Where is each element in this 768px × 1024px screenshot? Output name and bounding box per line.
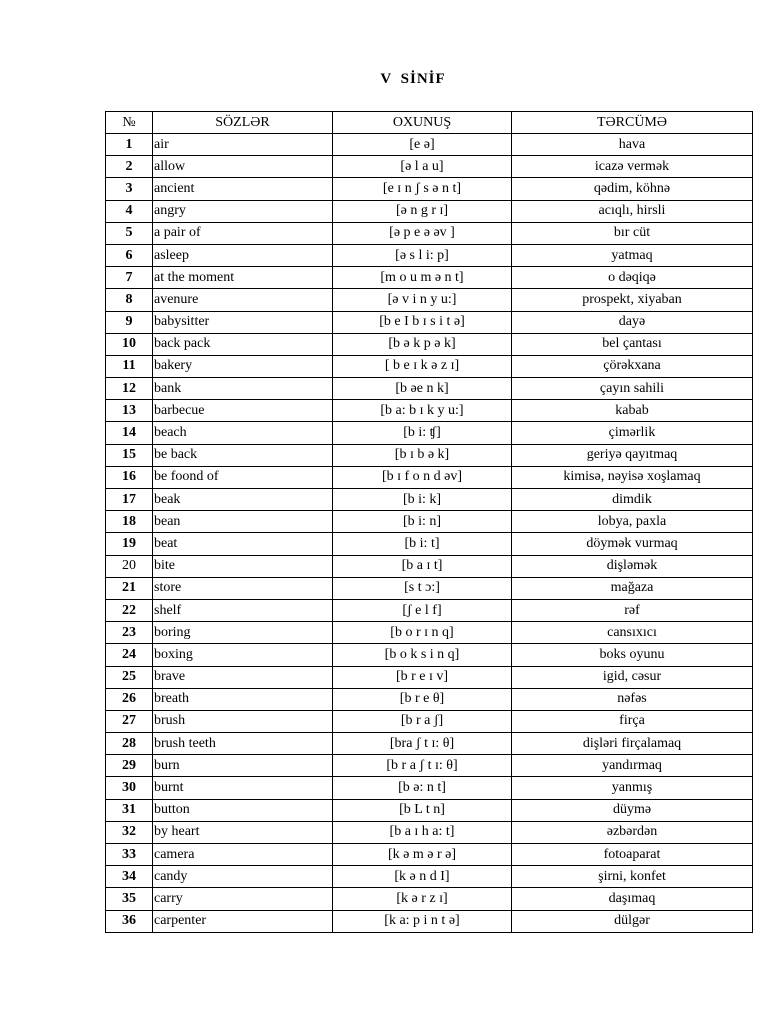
row-pronunciation: [k ə n d I] [333,866,512,888]
row-word: bank [153,378,333,400]
row-translation: bır cüt [512,222,753,244]
row-pronunciation: [b i: k] [333,489,512,511]
table-row [106,333,753,355]
row-word: at the moment [153,267,333,289]
table-row [106,400,753,422]
row-pronunciation: [b i: ʧ] [333,422,512,444]
row-pronunciation: [bra ʃ t ɪ: θ] [333,733,512,755]
table-row [106,422,753,444]
table-row [106,156,753,178]
row-word: burn [153,755,333,777]
row-number: 22 [106,599,153,621]
row-translation: çayın sahili [512,378,753,400]
row-translation: prospekt, xiyaban [512,289,753,311]
row-pronunciation: [b ə k p ə k] [333,333,512,355]
table-row [106,710,753,732]
row-word: burnt [153,777,333,799]
row-number: 29 [106,755,153,777]
row-number: 1 [106,134,153,156]
row-number: 25 [106,666,153,688]
row-translation: o dəqiqə [512,267,753,289]
row-pronunciation: [ b e ɪ k ə z ɪ] [333,355,512,377]
row-word: brush teeth [153,733,333,755]
row-number: 34 [106,866,153,888]
row-pronunciation: [b r a ʃ t ɪ: θ] [333,755,512,777]
table-row [106,644,753,666]
row-translation: şirni, konfet [512,866,753,888]
table-row [106,289,753,311]
row-number: 19 [106,533,153,555]
table-row [106,134,753,156]
row-number: 17 [106,489,153,511]
row-word: a pair of [153,222,333,244]
row-word: brave [153,666,333,688]
row-word: beat [153,533,333,555]
table-row [106,599,753,621]
row-translation: daşımaq [512,888,753,910]
row-number: 6 [106,244,153,266]
table-row [106,555,753,577]
header-translation: TƏRCÜMƏ [512,112,753,134]
row-pronunciation: [b r e θ] [333,688,512,710]
row-translation: cansıxıcı [512,622,753,644]
row-pronunciation: [b ɪ b ə k] [333,444,512,466]
row-translation: kabab [512,400,753,422]
row-pronunciation: [b i: t] [333,533,512,555]
row-number: 23 [106,622,153,644]
row-pronunciation: [b e I b ɪ s i t ə] [333,311,512,333]
row-word: air [153,134,333,156]
table-row [106,577,753,599]
row-translation: döymək vurmaq [512,533,753,555]
row-word: babysitter [153,311,333,333]
row-number: 16 [106,466,153,488]
row-number: 18 [106,511,153,533]
row-pronunciation: [k ə m ə r ə] [333,844,512,866]
row-word: boxing [153,644,333,666]
row-translation: igid, cəsur [512,666,753,688]
row-number: 21 [106,577,153,599]
row-pronunciation: [s t ɔ:] [333,577,512,599]
row-word: ancient [153,178,333,200]
table-body [106,134,753,933]
table-row [106,733,753,755]
row-pronunciation: [e ɪ n ʃ s ə n t] [333,178,512,200]
row-word: beak [153,489,333,511]
row-pronunciation: [b ə: n t] [333,777,512,799]
row-pronunciation: [ə p e ə əv ] [333,222,512,244]
table-row [106,688,753,710]
row-translation: dülgər [512,910,753,932]
row-pronunciation: [b L t n] [333,799,512,821]
row-pronunciation: [b o k s i n q] [333,644,512,666]
row-word: be back [153,444,333,466]
row-word: bite [153,555,333,577]
row-word: barbecue [153,400,333,422]
table-row [106,489,753,511]
row-pronunciation: [k ə r z ɪ] [333,888,512,910]
row-pronunciation: [b ɪ f o n d əv] [333,466,512,488]
row-word: boring [153,622,333,644]
table-row [106,178,753,200]
row-translation: yandırmaq [512,755,753,777]
row-word: asleep [153,244,333,266]
table-row [106,755,753,777]
row-translation: yanmış [512,777,753,799]
row-translation: icazə vermək [512,156,753,178]
row-number: 3 [106,178,153,200]
row-pronunciation: [e ə] [333,134,512,156]
row-translation: acıqlı, hirsli [512,200,753,222]
row-pronunciation: [b r a ʃ] [333,710,512,732]
row-translation: çimərlik [512,422,753,444]
row-word: button [153,799,333,821]
row-word: store [153,577,333,599]
page-title: V SİNİF [380,71,446,87]
row-translation: bel çantası [512,333,753,355]
row-translation: rəf [512,599,753,621]
row-pronunciation: [b a ɪ h a: t] [333,821,512,843]
row-translation: nəfəs [512,688,753,710]
table-row [106,844,753,866]
table-row [106,311,753,333]
table-row [106,222,753,244]
row-pronunciation: [ə s l i: p] [333,244,512,266]
row-translation: boks oyunu [512,644,753,666]
row-translation: fotoaparat [512,844,753,866]
row-word: angry [153,200,333,222]
row-word: candy [153,866,333,888]
row-translation: dayə [512,311,753,333]
row-word: back pack [153,333,333,355]
table-row [106,888,753,910]
row-translation: yatmaq [512,244,753,266]
row-word: by heart [153,821,333,843]
row-pronunciation: [k a: p i n t ə] [333,910,512,932]
table-row [106,533,753,555]
table-row [106,777,753,799]
row-number: 33 [106,844,153,866]
table-row [106,200,753,222]
table-row [106,511,753,533]
vocabulary-table [105,111,753,933]
row-translation: firça [512,710,753,732]
row-number: 2 [106,156,153,178]
row-pronunciation: [ʃ e l f] [333,599,512,621]
row-pronunciation: [ə v i n y u:] [333,289,512,311]
row-number: 36 [106,910,153,932]
row-pronunciation: [b r e ɪ v] [333,666,512,688]
row-word: bean [153,511,333,533]
row-number: 35 [106,888,153,910]
row-word: shelf [153,599,333,621]
row-number: 8 [106,289,153,311]
row-number: 30 [106,777,153,799]
row-word: brush [153,710,333,732]
table-row [106,466,753,488]
row-translation: lobya, paxla [512,511,753,533]
table-row [106,444,753,466]
row-number: 12 [106,378,153,400]
row-number: 24 [106,644,153,666]
row-pronunciation: [ə l a u] [333,156,512,178]
row-translation: çörəkxana [512,355,753,377]
row-word: carpenter [153,910,333,932]
table-row [106,799,753,821]
header-number: № [106,112,153,134]
table-header-row [106,112,753,134]
row-translation: dimdik [512,489,753,511]
row-translation: əzbərdən [512,821,753,843]
table-row [106,355,753,377]
row-number: 26 [106,688,153,710]
row-pronunciation: [b əe n k] [333,378,512,400]
row-word: bakery [153,355,333,377]
header-words: SÖZLƏR [153,112,333,134]
row-number: 32 [106,821,153,843]
row-translation: dişləri firçalamaq [512,733,753,755]
row-pronunciation: [b a: b ɪ k y u:] [333,400,512,422]
row-word: carry [153,888,333,910]
row-translation: qədim, köhnə [512,178,753,200]
table-row [106,866,753,888]
row-number: 13 [106,400,153,422]
row-number: 20 [106,555,153,577]
table-row [106,666,753,688]
table-row [106,821,753,843]
table-row [106,378,753,400]
row-word: camera [153,844,333,866]
row-number: 28 [106,733,153,755]
table-row [106,910,753,932]
row-number: 4 [106,200,153,222]
row-number: 27 [106,710,153,732]
row-pronunciation: [b a ɪ t] [333,555,512,577]
row-word: beach [153,422,333,444]
row-word: allow [153,156,333,178]
row-word: breath [153,688,333,710]
row-word: avenure [153,289,333,311]
row-number: 31 [106,799,153,821]
row-number: 15 [106,444,153,466]
row-pronunciation: [ə n g r ɪ] [333,200,512,222]
row-number: 5 [106,222,153,244]
table-row [106,244,753,266]
header-pronunciation: OXUNUŞ [333,112,512,134]
row-number: 9 [106,311,153,333]
row-translation: düymə [512,799,753,821]
row-translation: dişləmək [512,555,753,577]
row-translation: geriyə qayıtmaq [512,444,753,466]
row-number: 14 [106,422,153,444]
row-number: 11 [106,355,153,377]
row-pronunciation: [b i: n] [333,511,512,533]
row-number: 10 [106,333,153,355]
row-translation: hava [512,134,753,156]
row-pronunciation: [b o r ɪ n q] [333,622,512,644]
table-row [106,267,753,289]
row-translation: kimisə, nəyisə xoşlamaq [512,466,753,488]
row-number: 7 [106,267,153,289]
table-row [106,622,753,644]
row-translation: mağaza [512,577,753,599]
row-word: be foond of [153,466,333,488]
row-pronunciation: [m o u m ə n t] [333,267,512,289]
